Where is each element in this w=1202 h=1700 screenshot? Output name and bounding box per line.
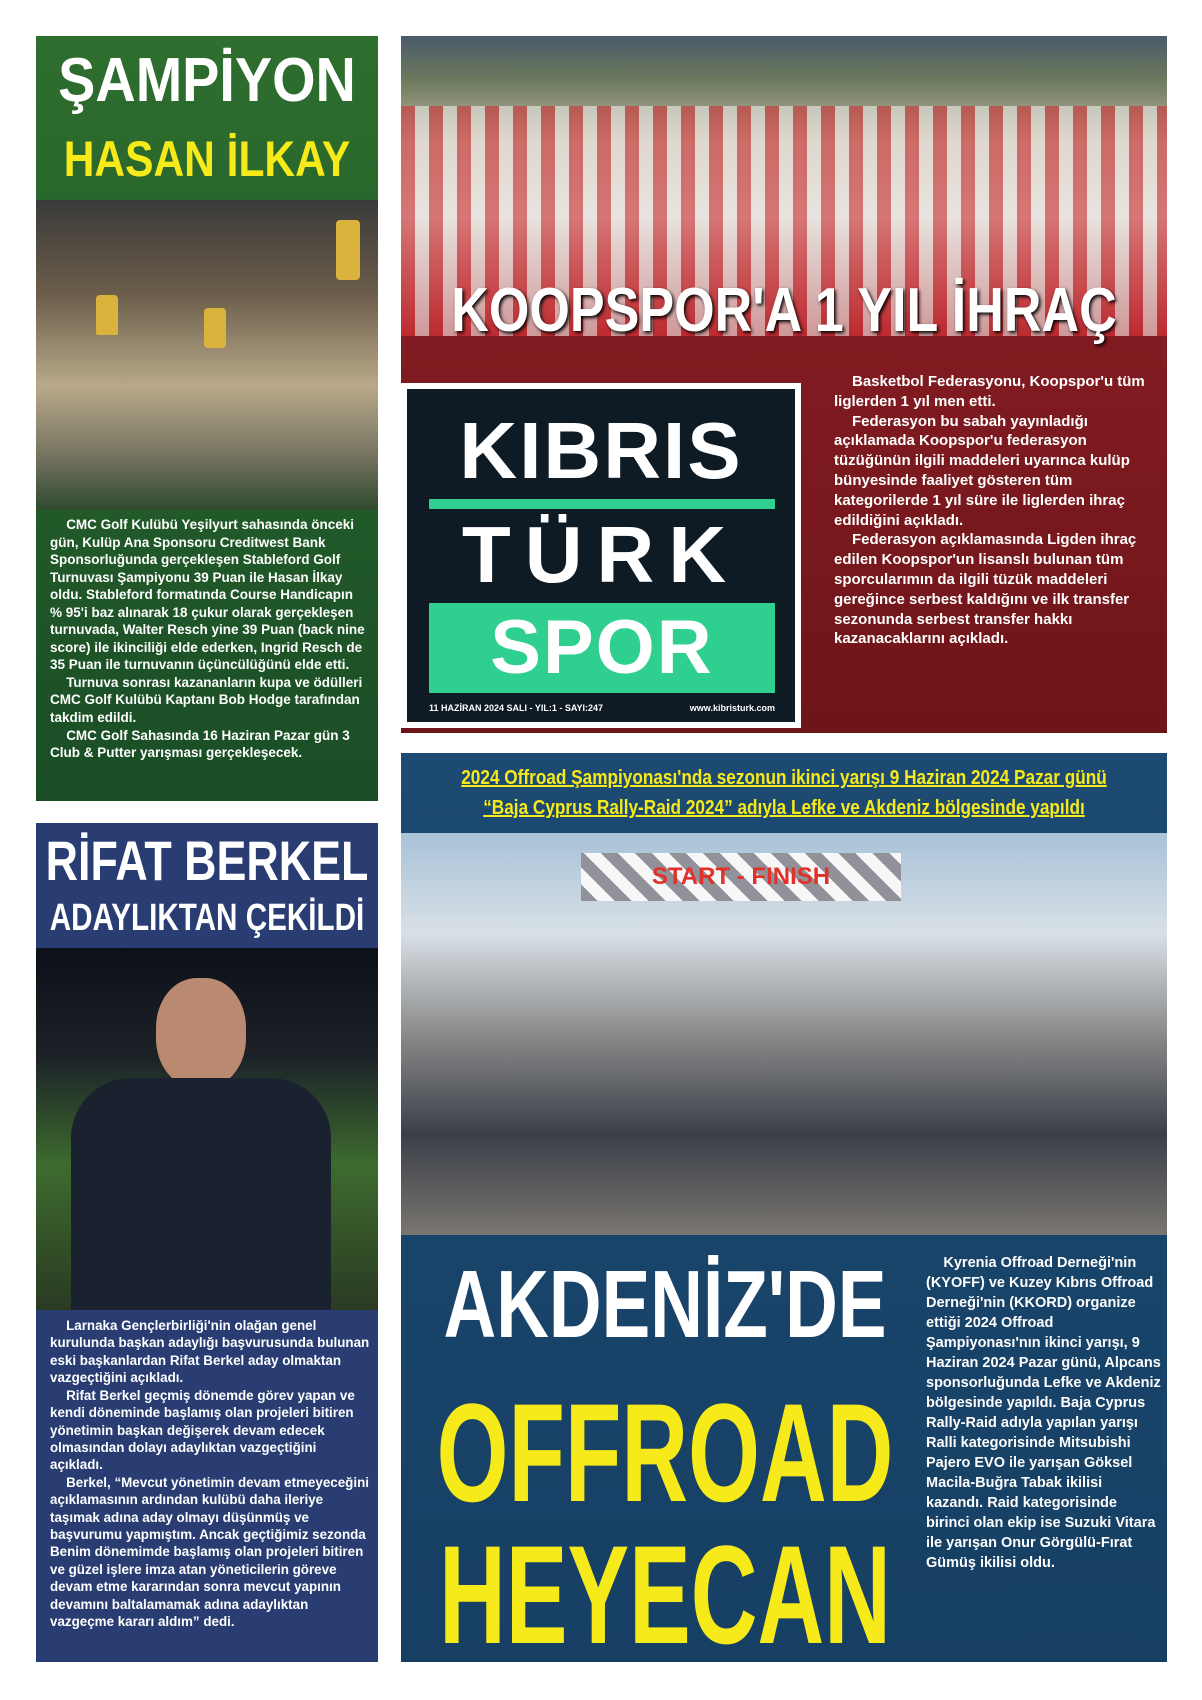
start-finish-banner	[581, 853, 901, 901]
divider	[429, 499, 775, 509]
trophy-icon	[96, 295, 118, 335]
paragraph: Federasyon açıklamasında Ligden ihraç edilen Koopspor'un lisanslı bulunan tüm sporcularımın da ilgili tüzük maddeleri gereğince serbest kaldığını ve ilk transfer sezonunda serbest transfer hakkı kazanacaklarını açıkladı.	[834, 531, 1137, 648]
golf-subheadline: HASAN İLKAY	[63, 131, 351, 187]
paragraph: Basketbol Federasyonu, Koopspor'u tüm liglerden 1 yıl men etti.	[834, 373, 1145, 410]
berkel-subheadline: ADAYLIKTAN ÇEKİLDİ	[49, 897, 365, 939]
paragraph: Kyrenia Offroad Derneği'nin (KYOFF) ve Kuzey Kıbrıs Offroad Derneği'nin (KKORD) organize ettiği 2024 Offroad Şampiyonası'nın ikinci yarışı, 9 Haziran 2024 Pazar günü, Alpcans sponsorluğunda Lefke ve Akdeniz bölgesinde yapıldı. Baja Cyprus Rally-Raid adıyla yapılan yarışı Ralli kategorisinde Mitsubishi Pajero EVO ile yarışan Göksel Macila-Buğra Tabak ikilisi kazandı. Raid kategorisinde birinci olan ekip ise Suzuki Vitara ile yarışan Onur Görgülü-Fırat Gümüş ikilisi oldu.	[926, 1255, 1161, 1571]
offroad-headline-2: OFFROAD	[436, 1374, 894, 1531]
golf-winners-photo	[36, 200, 378, 510]
golf-body	[50, 516, 368, 762]
offroad-kicker	[401, 763, 1167, 823]
berkel-article	[36, 823, 378, 1662]
paragraph: Turnuva sonrası kazananların kupa ve ödülleri CMC Golf Kulübü Kaptanı Bob Hodge tarafından takdim edildi.	[50, 674, 363, 726]
paragraph: Federasyon bu sabah yayınladığı açıklamada Koopspor'u federasyon tüzüğünün ilgili maddeleri uyarınca kulüp bünyesinde faaliyet gösteren tüm kategorilerde 1 yıl süre ile liglerden ihraç edildiğini açıkladı.	[834, 412, 1130, 529]
masthead-logo	[401, 383, 801, 728]
berkel-portrait-photo	[36, 948, 378, 1310]
golf-headline: ŞAMPİYON	[58, 46, 356, 115]
kicker-line-2: “Baja Cyprus Rally-Raid 2024” adıyla Lefke ve Akdeniz bölgesinde yapıldı	[483, 797, 1085, 819]
offroad-article	[401, 753, 1167, 1673]
masthead-spor-box	[429, 603, 775, 693]
golf-article	[36, 36, 378, 801]
masthead-spor: SPOR	[490, 605, 714, 690]
masthead-website: www.kibristurk.com	[689, 703, 775, 713]
masthead-issue: 11 HAZİRAN 2024 SALI - YIL:1 - SAYI:247	[429, 703, 604, 713]
offroad-group-photo	[401, 833, 1167, 1235]
berkel-body	[50, 1317, 372, 1631]
paragraph: Berkel, “Mevcut yönetimin devam etmeyeceğini açıklamasının ardından kulübü daha ileriye taşımak adına aday olmayı düşünmüş ve başvurumu yapmıştım. Ancak geçtiğimiz sezonda Benim dönemimde başlamış olan projeleri bitiren ve güzel işlere imza atan yöneticilerin göreve devam etme kararından sonra mevcut yapının devamını baltalamamak adına adaylıktan vazgeçme kararı aldım” dedi.	[50, 1474, 369, 1630]
berkel-headline: RİFAT BERKEL	[45, 829, 369, 892]
paragraph: Rifat Berkel geçmiş dönemde görev yapan ve kendi döneminde başlamış olan projeleri bitiren yönetimin başkan değişerek devam edecek olmasından dolayı adaylıktan vazgeçtiğini açıkladı.	[50, 1387, 355, 1473]
banner-text: START - FINISH	[581, 853, 901, 901]
koopspor-body	[834, 372, 1159, 649]
kicker-line-1: 2024 Offroad Şampiyonası'nda sezonun ikinci yarışı 9 Haziran 2024 Pazar günü	[461, 767, 1107, 789]
offroad-body	[926, 1253, 1162, 1573]
trophy-icon	[204, 308, 226, 348]
masthead-turk: TÜRK	[461, 510, 741, 599]
offroad-headline-1: AKDENİZ'DE	[443, 1251, 887, 1358]
masthead-kibris: KIBRIS	[459, 406, 743, 495]
paragraph: Larnaka Gençlerbirliği'nin olağan genel kurulunda başkan adaylığı başvurusunda bulunan eski başkanlardan Rifat Berkel aday olmaktan vazgeçtiğini açıkladı.	[50, 1318, 370, 1386]
paragraph: CMC Golf Kulübü Yeşilyurt sahasında önceki gün, Kulüp Ana Sponsoru Creditwest Bank Sponsorluğunda gerçekleşen Stableford Golf Turnuvası Şampiyonu 39 Puan ile Hasan İlkay oldu. Stableford formatında Course Handicapın % 95'i baz alınarak 18 çukur olarak gerçekleşen turnuvada, Walter Resch yine 39 Puan (back nine score) ile ikinciliği elde ederken, Ingrid Resch de 35 Puan ile turnuvanın üçüncülüğünü elde etti.	[50, 517, 365, 673]
offroad-headline-3: HEYECAN	[439, 1516, 891, 1673]
paragraph: CMC Golf Sahasında 16 Haziran Pazar gün 3 Club & Putter yarışması gerçekleşecek.	[50, 727, 350, 761]
koopspor-headline: KOOPSPOR'A 1 YIL İHRAÇ	[451, 276, 1117, 345]
trophy-icon	[336, 220, 360, 280]
